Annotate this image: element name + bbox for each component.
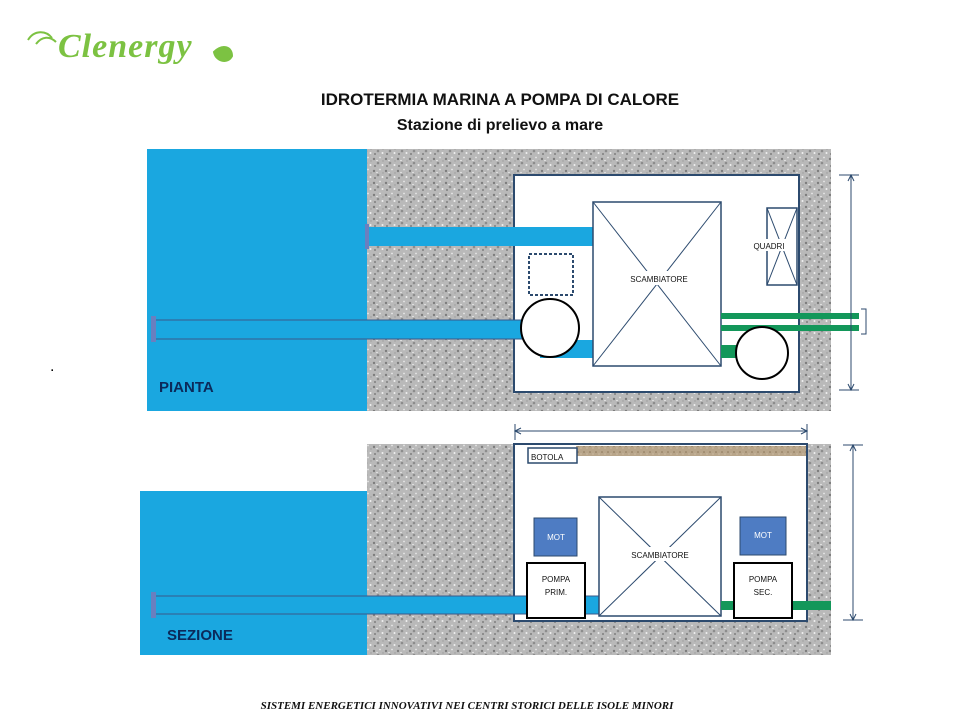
- plan-label: PIANTA: [159, 379, 214, 396]
- plan-green-pipe-lower: [721, 325, 859, 331]
- plan-exchanger: [593, 202, 721, 366]
- section-motor-primary-label: MOT: [547, 533, 565, 542]
- section-intake-pipe-end: [151, 592, 156, 618]
- plan-intake-pipe: [154, 320, 534, 339]
- plan-upper-pipe: [367, 227, 593, 246]
- plan-panel-label: QUADRI: [753, 242, 785, 251]
- section-view: [140, 424, 863, 655]
- plan-primary-pump: [521, 299, 579, 357]
- section-motor-primary: [534, 518, 577, 556]
- section-pump-primary: [527, 563, 585, 618]
- footer: SISTEMI ENERGETICI INNOVATIVI NEI CENTRI STORICI DELLE ISOLE MINORI: [260, 700, 674, 712]
- section-pump-secondary-line1: POMPA: [748, 575, 778, 584]
- section-hatch-label: BOTOLA: [531, 453, 564, 462]
- page-subtitle: Stazione di prelievo a mare: [396, 117, 604, 134]
- section-exchanger-label: SCAMBIATORE: [631, 551, 689, 560]
- plan-intake-pipe-end: [151, 316, 156, 342]
- plan-upper-pipe-end: [365, 224, 369, 249]
- section-dimension-vertical: [843, 445, 863, 620]
- plan-dimension-vertical: [839, 175, 866, 390]
- section-pump-secondary: [734, 563, 792, 618]
- section-label: SEZIONE: [167, 627, 233, 644]
- section-exchanger: [599, 497, 721, 616]
- plan-green-pipe-upper: [721, 313, 859, 319]
- section-dimension-horizontal: [515, 424, 807, 440]
- section-motor-secondary: [740, 517, 786, 555]
- section-hatch-cover: [576, 446, 806, 456]
- section-pump-primary-line1: POMPA: [541, 575, 571, 584]
- section-pump-primary-line2: PRIM.: [544, 588, 568, 597]
- plan-view: [147, 149, 866, 411]
- section-motor-secondary-label: MOT: [754, 531, 772, 540]
- plan-sea: [147, 149, 367, 411]
- stray-dot: .: [50, 358, 55, 375]
- logo: Clenergy: [58, 28, 193, 65]
- plan-exchanger-label: SCAMBIATORE: [630, 275, 688, 284]
- plan-secondary-pump: [736, 327, 788, 379]
- page-title: IDROTERMIA MARINA A POMPA DI CALORE: [320, 90, 680, 109]
- section-pump-secondary-line2: SEC.: [753, 588, 773, 597]
